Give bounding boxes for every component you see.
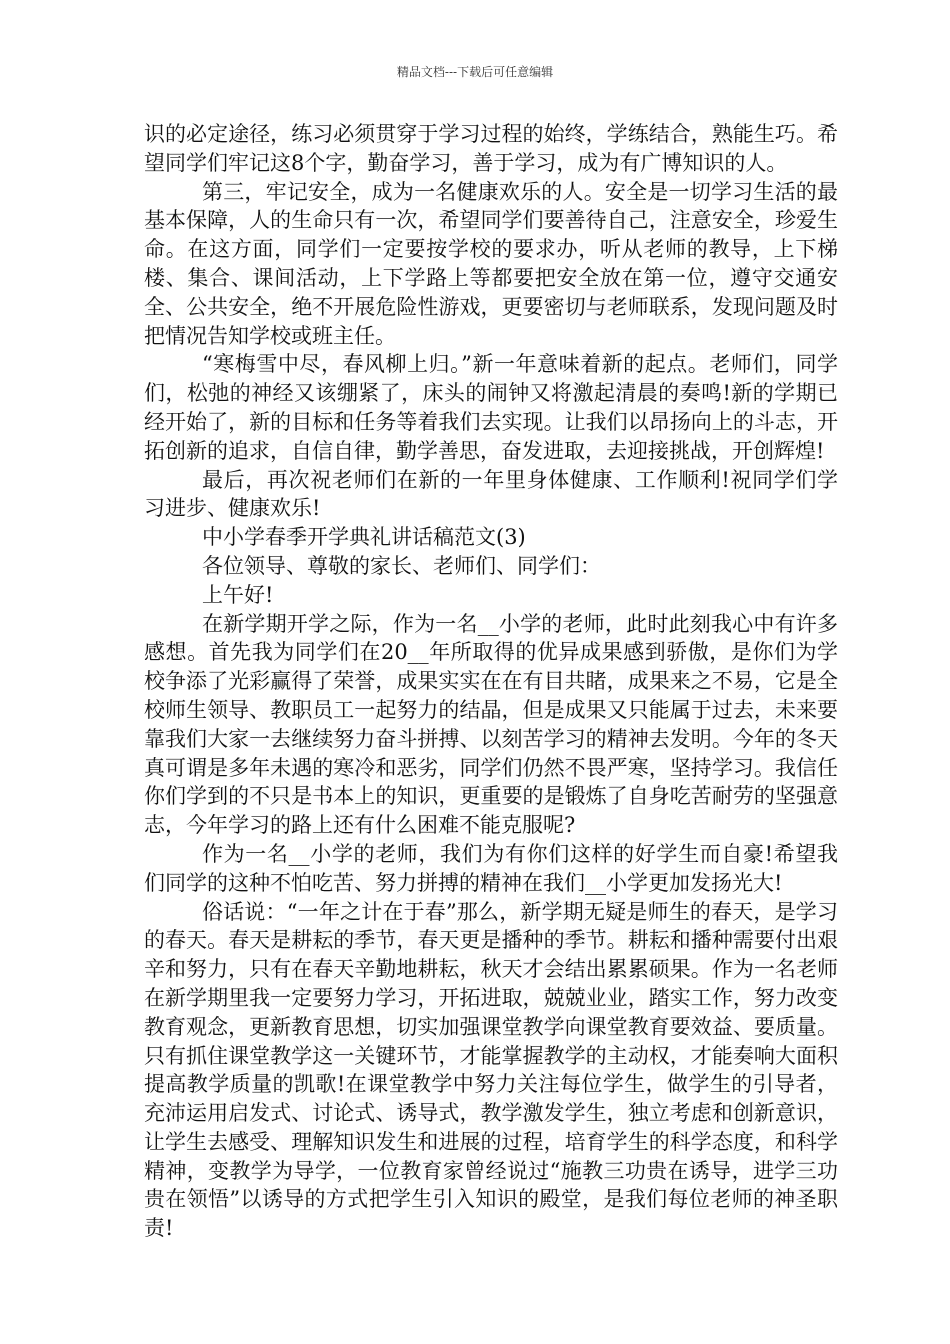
paragraph-achievements: 在新学期开学之际，作为一名__小学的老师，此时此刻我心中有许多感想。首先我为同学们在20__年所取得的优异成果感到骄傲，是你们为学校争添了光彩赢得了荣誉，成果实实在在有目共睹，成果来之不易，它是全校师生领导、教职员工一起努力的结晶，但是成果又只能属于过去，未来要靠我们大家一去继续努力奋斗拼搏、以刻苦学习的精神去发明。今年的冬天真可谓是多年未遇的寒冷和恶劣，同学们仍然不畏严寒，坚持学习。我信任你们学到的不只是书本上的知识，更重要的是锻炼了自身吃苦耐劳的坚强意志，今年学习的路上还有什么困难不能克服呢? xyxy=(144,611,838,838)
paragraph-continued: 识的必定途径，练习必须贯穿于学习过程的始终，学练结合，熟能生巧。希望同学们牢记这8个字，勤奋学习，善于学习，成为有广博知识的人。 xyxy=(144,122,838,175)
section-title: 中小学春季开学典礼讲话稿范文(3) xyxy=(202,525,526,550)
greeting: 上午好! xyxy=(202,582,274,607)
salutation: 各位领导、尊敬的家长、老师们、同学们： xyxy=(202,553,601,578)
paragraph-spring: 俗话说：“一年之计在于春”那么，新学期无疑是师生的春天，是学习的春天。春天是耕耘的季节，春天更是播种的季节。耕耘和播种需要付出艰辛和努力，只有在春天辛勤地耕耘，秋天才会结出累累硕果。作为一名老师在新学期里我一定要努力学习，开拓进取，兢兢业业，踏实工作，努力改变教育观念，更新教育思想，切实加强课堂教学向课堂教育要效益、要质量。只有抓住课堂教学这一关键环节，才能掌握教学的主动权，才能奏响大面积提高教学质量的凯歌!在课堂教学中努力关注每位学生，做学生的引导者，充沛运用启发式、讨论式、诱导式，教学激发学生，独立考虑和创新意识，让学生去感受、理解知识发生和进展的过程，培育学生的科学态度，和科学精神，变教学为导学，一位教育家曾经说过“施教三功贵在诱导，进学三功贵在领悟”以诱导的方式把学生引入知识的殿堂，是我们每位老师的神圣职责! xyxy=(144,899,838,1241)
paragraph-pride: 作为一名__小学的老师，我们为有你们这样的好学生而自豪!希望我们同学的这种不怕吃苦、努力拼搏的精神在我们__小学更加发扬光大! xyxy=(144,841,838,895)
page-header: 精品文档---下载后可任意编辑 xyxy=(396,65,554,79)
paragraph-new-year: “寒梅雪中尽，春风柳上归。”新一年意味着新的起点。老师们，同学们，松弛的神经又该绷紧了，床头的闹钟又将激起清晨的奏鸣!新的学期已经开始了，新的目标和任务等着我们去实现。让我们以昂扬向上的斗志，开拓创新的追求，自信自律，勤学善思，奋发进取，去迎接挑战，开创辉煌! xyxy=(144,352,838,463)
paragraph-closing-wishes: 最后，再次祝老师们在新的一年里身体健康、工作顺利!祝同学们学习进步、健康欢乐! xyxy=(144,467,838,521)
document-body xyxy=(144,120,838,1243)
paragraph-safety: 第三，牢记安全，成为一名健康欢乐的人。安全是一切学习生活的最基本保障，人的生命只有一次，希望同学们要善待自己，注意安全，珍爱生命。在这方面，同学们一定要按学校的要求办，听从老师的教导，上下梯楼、集合、课间活动，上下学路上等都要把安全放在第一位，遵守交通安全、公共安全，绝不开展危险性游戏，更要密切与老师联系，发现问题及时把情况告知学校或班主任。 xyxy=(144,179,838,348)
